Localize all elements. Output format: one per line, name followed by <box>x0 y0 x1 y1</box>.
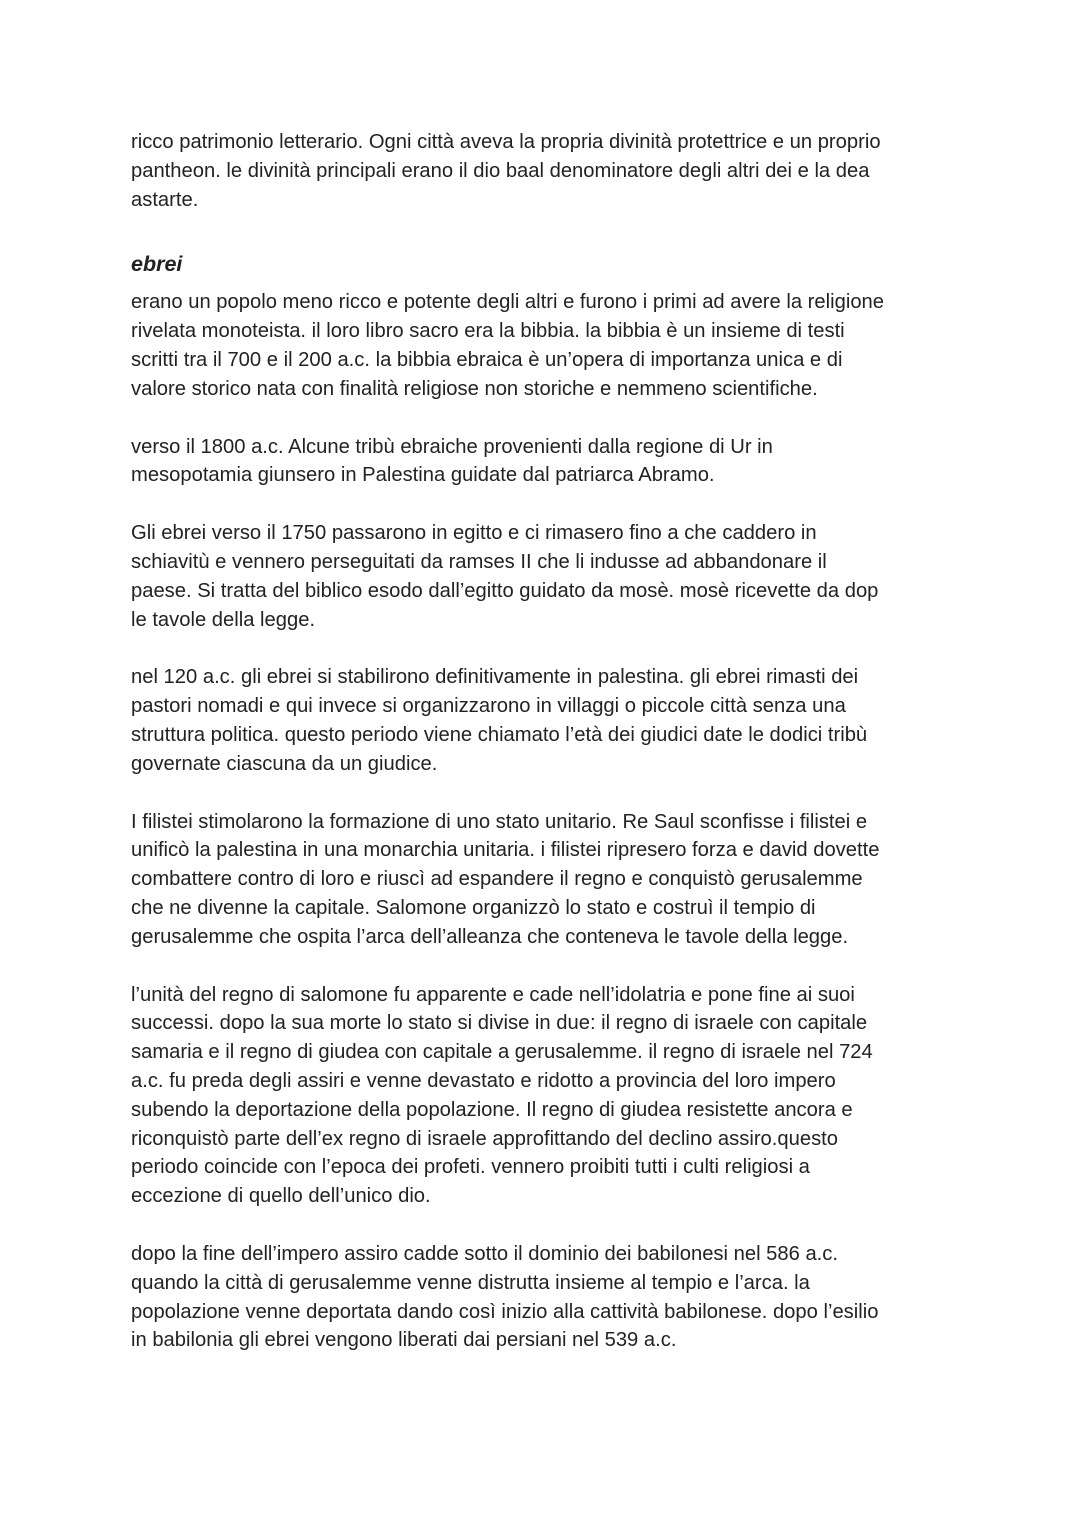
text-line: riconquistò parte dell’ex regno di israele approfittando del declino assiro.questo <box>131 1127 838 1150</box>
text-line: a.c. fu preda degli assiri e venne devastato e ridotto a provincia del loro impero <box>131 1069 836 1092</box>
text-line: verso il 1800 a.c. Alcune tribù ebraiche provenienti dalla regione di Ur in <box>131 435 773 458</box>
paragraph-bibbia <box>131 288 956 403</box>
text-line: popolazione venne deportata dando così inizio alla cattività babilonese. dopo l’esilio <box>131 1300 879 1323</box>
text-line: combattere contro di loro e riuscì ad espandere il regno e conquistò gerusalemme <box>131 868 863 891</box>
text-line: periodo coincide con l’epoca dei profeti. vennero proibiti tutti i culti religiosi a <box>131 1156 810 1179</box>
text-line: in babilonia gli ebrei vengono liberati dai persiani nel 539 a.c. <box>131 1329 677 1352</box>
text-line: eccezione di quello dell’unico dio. <box>131 1185 431 1208</box>
text-line: nel 120 a.c. gli ebrei si stabilirono definitivamente in palestina. gli ebrei rimasti dei <box>131 666 859 689</box>
text-line: unificò la palestina in una monarchia unitaria. i filistei ripresero forza e david dovette <box>131 839 880 862</box>
text-line: struttura politica. questo periodo viene chiamato l’età dei giudici date le dodici tribù <box>131 723 868 746</box>
text-line: erano un popolo meno ricco e potente degli altri e furono i primi ad avere la religione <box>131 291 884 314</box>
text-line: scritti tra il 700 e il 200 a.c. la bibbia ebraica è un’opera di importanza unica e di <box>131 348 843 371</box>
document-page <box>131 128 956 1355</box>
text-line: schiavitù e vennero perseguitati da ramses II che li indusse ad abbandonare il <box>131 550 827 573</box>
paragraph-esodo <box>131 519 956 634</box>
text-line: ricco patrimonio letterario. Ogni città aveva la propria divinità protettrice e un proprio <box>131 131 881 153</box>
text-line: subendo la deportazione della popolazione. Il regno di giudea resistette ancora e <box>131 1098 853 1121</box>
paragraph-intro <box>131 128 956 214</box>
text-line: pastori nomadi e qui invece si organizzarono in villaggi o piccole città senza una <box>131 695 846 718</box>
text-line: Gli ebrei verso il 1750 passarono in egitto e ci rimasero fino a che caddero in <box>131 522 817 545</box>
paragraph-divisione-regno <box>131 981 956 1211</box>
text-line: successi. dopo la sua morte lo stato si divise in due: il regno di israele con capitale <box>131 1012 868 1035</box>
section-heading: ebrei <box>131 252 183 277</box>
text-line: che ne divenne la capitale. Salomone organizzò lo stato e costruì il tempio di <box>131 896 816 919</box>
paragraph-babilonesi <box>131 1240 956 1355</box>
text-line: le tavole della legge. <box>131 608 316 631</box>
paragraph-abramo <box>131 433 956 491</box>
paragraph-giudici <box>131 663 956 778</box>
text-line: valore storico nata con finalità religiose non storiche e nemmeno scientifiche. <box>131 377 818 400</box>
text-line: governate ciascuna da un giudice. <box>131 752 438 775</box>
text-line: pantheon. le divinità principali erano il dio baal denominatore degli altri dei e la dea <box>131 159 870 182</box>
text-line: I filistei stimolarono la formazione di uno stato unitario. Re Saul sconfisse i filistei e <box>131 810 868 833</box>
text-line: astarte. <box>131 188 199 211</box>
text-line: samaria e il regno di giudea con capitale a gerusalemme. il regno di israele nel 724 <box>131 1041 873 1064</box>
text-line: paese. Si tratta del biblico esodo dall’egitto guidato da mosè. mosè ricevette da dop <box>131 579 879 602</box>
text-line: mesopotamia giunsero in Palestina guidate dal patriarca Abramo. <box>131 464 715 487</box>
text-line: rivelata monoteista. il loro libro sacro era la bibbia. la bibbia è un insieme di testi <box>131 320 845 343</box>
text-line: gerusalemme che ospita l’arca dell’alleanza che conteneva le tavole della legge. <box>131 925 849 948</box>
text-line: quando la città di gerusalemme venne distrutta insieme al tempio e l’arca. la <box>131 1271 810 1294</box>
text-line: l’unità del regno di salomone fu apparente e cade nell’idolatria e pone fine ai suoi <box>131 983 855 1006</box>
text-line: dopo la fine dell’impero assiro cadde sotto il dominio dei babilonesi nel 586 a.c. <box>131 1242 838 1265</box>
paragraph-monarchia <box>131 808 956 952</box>
